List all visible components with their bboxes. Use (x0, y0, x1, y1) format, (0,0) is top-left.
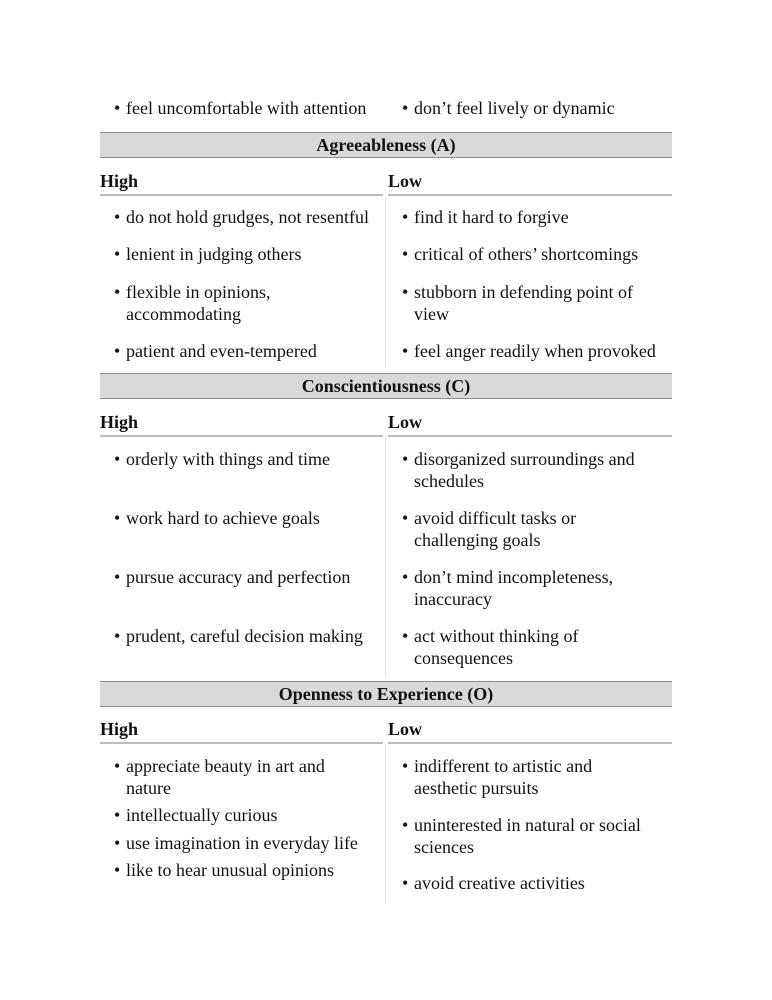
column-divider (388, 742, 672, 744)
bullet-item (114, 281, 270, 303)
bullet-item (402, 448, 635, 470)
bullet-glyph: • (114, 282, 121, 302)
bullet-item (114, 755, 325, 777)
column-header-high: High (100, 412, 139, 432)
section-header-openness: Openness to Experience (O) (100, 681, 672, 707)
bullet-glyph: • (402, 98, 409, 118)
bullet-text: prudent, careful decision making (126, 626, 363, 646)
bullet-item (114, 206, 369, 228)
bullet-text: work hard to achieve goals (126, 508, 320, 528)
bullet-glyph: • (114, 207, 121, 227)
column-separator (385, 437, 386, 677)
bullet-item (402, 206, 569, 228)
column-header-high: High (100, 719, 139, 739)
column-header-high: High (100, 171, 139, 191)
bullet-glyph: • (402, 508, 409, 528)
bullet-text: avoid difficult tasks or (414, 508, 577, 528)
bullet-text-continued: challenging goals (414, 530, 541, 550)
column-header-low: Low (388, 412, 423, 432)
bullet-text-continued: schedules (414, 471, 484, 491)
bullet-glyph: • (114, 449, 121, 469)
column-divider (100, 435, 383, 437)
bullet-glyph: • (402, 567, 409, 587)
bullet-item (402, 340, 656, 362)
bullet-item (114, 625, 363, 647)
bullet-item (114, 340, 317, 362)
bullet-text: appreciate beauty in art and (126, 756, 325, 776)
bullet-glyph: • (114, 341, 121, 361)
bullet-glyph: • (402, 449, 409, 469)
bullet-text-continued: view (414, 304, 449, 324)
bullet-item (402, 755, 592, 777)
bullet-text-continued: aesthetic pursuits (414, 778, 539, 798)
bullet-text: avoid creative activities (414, 873, 585, 893)
bullet-item (114, 97, 366, 119)
bullet-item (114, 566, 350, 588)
bullet-text: like to hear unusual opinions (126, 860, 334, 880)
column-divider (100, 742, 383, 744)
section-header-agreeableness: Agreeableness (A) (100, 132, 672, 158)
bullet-text: disorganized surroundings and (414, 449, 635, 469)
bullet-text: lenient in judging others (126, 244, 302, 264)
bullet-text: don’t feel lively or dynamic (414, 98, 615, 118)
bullet-item (402, 566, 613, 588)
bullet-item (114, 507, 320, 529)
column-header-low: Low (388, 171, 423, 191)
bullet-item (402, 625, 578, 647)
bullet-text: critical of others’ shortcomings (414, 244, 639, 264)
bullet-text: uninterested in natural or social (414, 815, 641, 835)
bullet-glyph: • (114, 626, 121, 646)
bullet-item (114, 832, 358, 854)
bullet-item (114, 804, 277, 826)
bullet-item (402, 97, 615, 119)
bullet-text-continued: accommodating (126, 304, 241, 324)
bullet-text: flexible in opinions, (126, 282, 271, 302)
bullet-glyph: • (114, 508, 121, 528)
column-header-low: Low (388, 719, 423, 739)
bullet-glyph: • (402, 873, 409, 893)
bullet-text: pursue accuracy and perfection (126, 567, 351, 587)
bullet-text: patient and even-tempered (126, 341, 317, 361)
bullet-glyph: • (114, 833, 121, 853)
bullet-text: find it hard to forgive (414, 207, 569, 227)
bullet-glyph: • (402, 244, 409, 264)
bullet-glyph: • (402, 341, 409, 361)
bullet-glyph: • (114, 805, 121, 825)
bullet-text: feel uncomfortable with attention (126, 98, 367, 118)
bullet-text-continued: nature (126, 778, 171, 798)
bullet-glyph: • (114, 567, 121, 587)
bullet-glyph: • (114, 98, 121, 118)
bullet-text: intellectually curious (126, 805, 278, 825)
bullet-item (402, 281, 633, 303)
column-divider (388, 194, 672, 196)
bullet-text: don’t mind incompleteness, (414, 567, 614, 587)
bullet-item (114, 448, 330, 470)
section-header-conscientiousness: Conscientiousness (C) (100, 373, 672, 399)
column-separator (385, 196, 386, 368)
bullet-glyph: • (402, 626, 409, 646)
column-divider (388, 435, 672, 437)
column-divider (100, 194, 383, 196)
bullet-text-continued: sciences (414, 837, 474, 857)
bullet-item (402, 872, 585, 894)
bullet-text: feel anger readily when provoked (414, 341, 656, 361)
bullet-item (114, 243, 301, 265)
bullet-text: do not hold grudges, not resentful (126, 207, 369, 227)
bullet-text: stubborn in defending point of (414, 282, 633, 302)
bullet-text: act without thinking of (414, 626, 579, 646)
bullet-text: orderly with things and time (126, 449, 330, 469)
bullet-glyph: • (402, 815, 409, 835)
bullet-item (402, 243, 638, 265)
bullet-text-continued: consequences (414, 648, 513, 668)
bullet-glyph: • (114, 860, 121, 880)
column-separator (385, 744, 386, 904)
bullet-glyph: • (402, 282, 409, 302)
bullet-text: indifferent to artistic and (414, 756, 593, 776)
bullet-glyph: • (402, 756, 409, 776)
bullet-item (402, 814, 641, 836)
bullet-glyph: • (114, 756, 121, 776)
bullet-text: use imagination in everyday life (126, 833, 358, 853)
bullet-glyph: • (114, 244, 121, 264)
bullet-glyph: • (402, 207, 409, 227)
bullet-item (402, 507, 576, 529)
bullet-item (114, 859, 334, 881)
bullet-text-continued: inaccuracy (414, 589, 492, 609)
